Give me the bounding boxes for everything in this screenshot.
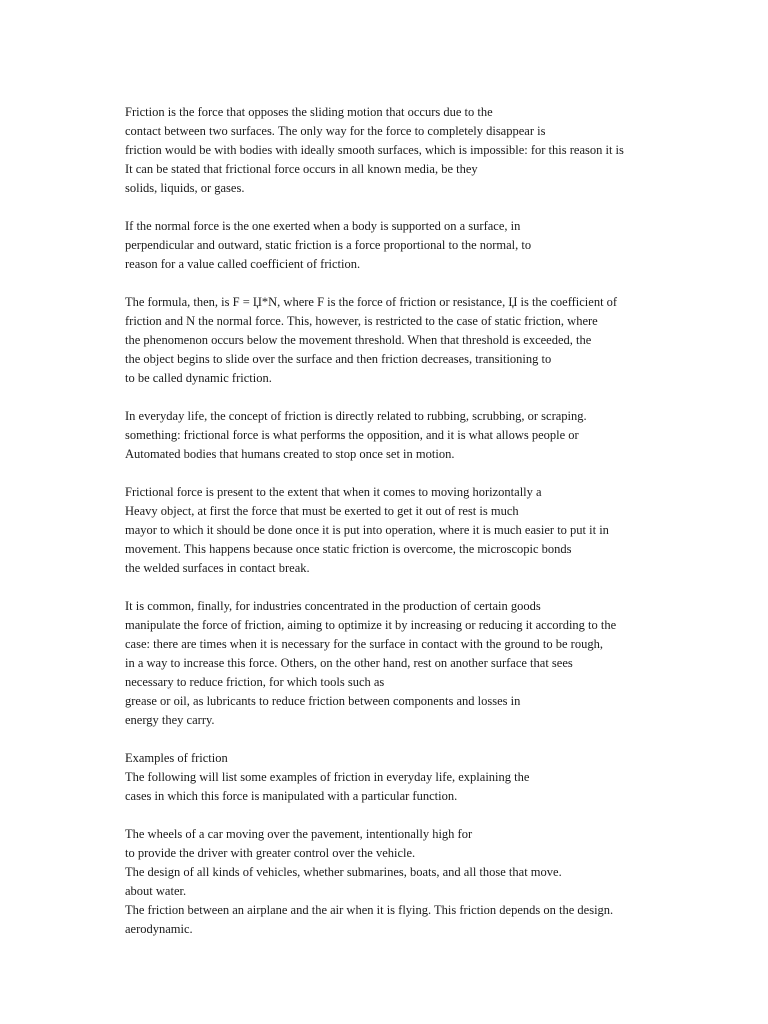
text-line: the object begins to slide over the surface and then friction decreases, transitioning to: [125, 352, 552, 366]
text-line: in a way to increase this force. Others, on the other hand, rest on another surface that sees: [125, 656, 573, 670]
text-line: friction would be with bodies with ideally smooth surfaces, which is impossible: for this reason it is: [125, 143, 624, 157]
text-line: reason for a value called coefficient of friction.: [125, 257, 361, 271]
text-line: Friction is the force that opposes the sliding motion that occurs due to the: [125, 105, 493, 119]
document-page: [125, 103, 670, 958]
text-line: Automated bodies that humans created to stop once set in motion.: [125, 447, 455, 461]
paragraph: [125, 217, 670, 274]
paragraph: [125, 749, 670, 806]
text-line: In everyday life, the concept of friction is directly related to rubbing, scrubbing, or scraping.: [125, 409, 587, 423]
paragraph: [125, 597, 670, 730]
text-line: friction and N the normal force. This, however, is restricted to the case of static friction, where: [125, 314, 598, 328]
text-line: case: there are times when it is necessary for the surface in contact with the ground to be rough,: [125, 637, 603, 651]
text-line: It is common, finally, for industries concentrated in the production of certain goods: [125, 599, 541, 613]
text-line: The formula, then, is F = Џ*N, where F is the force of friction or resistance, Џ is the coefficient of: [125, 295, 618, 309]
text-line: Examples of friction: [125, 751, 228, 765]
text-line: The wheels of a car moving over the pavement, intentionally high for: [125, 827, 473, 841]
paragraph: [125, 293, 670, 388]
text-line: The following will list some examples of friction in everyday life, explaining the: [125, 770, 530, 784]
text-line: the phenomenon occurs below the movement threshold. When that threshold is exceeded, the: [125, 333, 592, 347]
text-line: perpendicular and outward, static friction is a force proportional to the normal, to: [125, 238, 532, 252]
text-line: It can be stated that frictional force occurs in all known media, be they: [125, 162, 478, 176]
paragraph: [125, 825, 670, 939]
paragraph: [125, 103, 670, 198]
text-line: aerodynamic.: [125, 922, 193, 936]
text-line: grease or oil, as lubricants to reduce friction between components and losses in: [125, 694, 521, 708]
text-line: energy they carry.: [125, 713, 215, 727]
paragraph: [125, 483, 670, 578]
text-line: solids, liquids, or gases.: [125, 181, 245, 195]
text-line: The design of all kinds of vehicles, whether submarines, boats, and all those that move.: [125, 865, 562, 879]
text-line: Heavy object, at first the force that must be exerted to get it out of rest is much: [125, 504, 519, 518]
text-line: cases in which this force is manipulated with a particular function.: [125, 789, 458, 803]
text-line: Frictional force is present to the extent that when it comes to moving horizontally a: [125, 485, 542, 499]
text-line: movement. This happens because once static friction is overcome, the microscopic bonds: [125, 542, 572, 556]
text-line: mayor to which it should be done once it is put into operation, where it is much easier to put it in: [125, 523, 609, 537]
text-line: manipulate the force of friction, aiming to optimize it by increasing or reducing it according to the: [125, 618, 617, 632]
paragraph: [125, 407, 670, 464]
text-line: the welded surfaces in contact break.: [125, 561, 310, 575]
text-line: The friction between an airplane and the air when it is flying. This friction depends on the design.: [125, 903, 614, 917]
text-line: If the normal force is the one exerted when a body is supported on a surface, in: [125, 219, 521, 233]
text-line: necessary to reduce friction, for which tools such as: [125, 675, 385, 689]
text-line: about water.: [125, 884, 187, 898]
text-line: to be called dynamic friction.: [125, 371, 272, 385]
text-line: contact between two surfaces. The only way for the force to completely disappear is: [125, 124, 546, 138]
text-line: to provide the driver with greater control over the vehicle.: [125, 846, 416, 860]
text-line: something: frictional force is what performs the opposition, and it is what allows people or: [125, 428, 579, 442]
